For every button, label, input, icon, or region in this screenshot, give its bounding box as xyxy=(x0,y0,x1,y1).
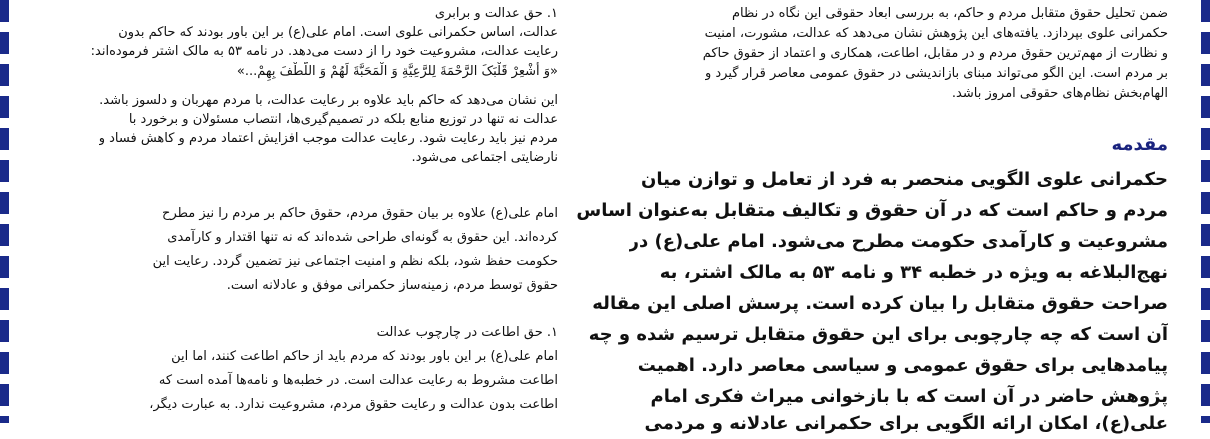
left-text-line: رعایت عدالت، مشروعیت خود را از دست می‌دهد. در نامه ۵۳ به مالک اشتر فرموده‌اند: xyxy=(90,44,558,59)
section-heading: مقدمه xyxy=(1111,134,1168,155)
left-text-line: مردم نیز باید رعایت شود. رعایت عدالت موجب افزایش اعتماد مردم و کاهش فساد و xyxy=(98,131,558,146)
intro-line: حکمرانی علوی الگویی منحصر به فرد از تعامل و توازن میان xyxy=(640,169,1168,190)
abstract-line: بر مردم است. این الگو می‌تواند مبنای بازاندیشی در حقوق عمومی معاصر قرار گیرد و xyxy=(704,66,1168,81)
intro-line: پژوهش حاضر در آن است که با بازخوانی میراث فکری امام xyxy=(650,386,1168,407)
left-text-line: اطاعت مشروط به رعایت عدالت است. در خطبه‌ها و نامه‌ها آمده است که xyxy=(158,373,558,388)
intro-line: علی(ع)، امکان ارائه الگویی برای حکمرانی عادلانه و مردمی xyxy=(644,413,1168,434)
left-text-line: ۱. حق اطاعت در چارچوب عدالت xyxy=(376,325,558,340)
left-text-line: «وَ أَشْعِرْ قَلْبَکَ الرَّحْمَةَ لِلرَّعِیَّةِ وَ الْمَحَبَّةَ لَهُمْ وَ اللُّطْفَ بِهِمْ...» xyxy=(236,64,558,79)
intro-line: نهج‌البلاغه به ویژه در خطبه ۳۴ و نامه ۵۳ به مالک اشتر، به xyxy=(659,262,1168,283)
left-text-line: کرده‌اند. این حقوق به گونه‌ای طراحی شده‌اند که نه تنها اقتدار و کارآمدی xyxy=(167,230,558,245)
abstract-line: حکمرانی علوی بپردازد. یافته‌های این پژوهش نشان می‌دهد که عدالت، مشورت، امنیت xyxy=(704,26,1168,41)
abstract-line: و نظارت از مهم‌ترین حقوق مردم و در مقابل، اطاعت، همکاری و اعتماد از حقوق حاکم xyxy=(702,46,1168,61)
intro-line: مردم و حاکم است که در آن حقوق و تکالیف متقابل به‌عنوان اساس xyxy=(576,200,1168,221)
left-text-line: این نشان می‌دهد که حاکم باید علاوه بر رعایت عدالت، با مردم مهربان و دلسوز باشد. xyxy=(99,93,558,108)
intro-line: صراحت حقوق متقابل را بیان کرده است. پرسش اصلی این مقاله xyxy=(592,293,1168,314)
left-text-line: ۱. حق عدالت و برابری xyxy=(434,6,558,21)
left-text-line: حقوق توسط مردم، زمینه‌ساز حکمرانی موفق و عادلانه است. xyxy=(226,278,558,293)
left-text-line: اطاعت بدون عدالت و رعایت حقوق مردم، مشروعیت ندارد. به عبارت دیگر، xyxy=(149,397,558,412)
right-border-stripe xyxy=(1201,0,1210,423)
left-text-line: امام علی(ع) بر این باور بودند که مردم باید از حاکم اطاعت کنند، اما این xyxy=(171,349,558,364)
right-column xyxy=(576,0,1168,434)
left-column xyxy=(30,0,558,423)
intro-line: آن است که چه چارچوبی برای این حقوق متقابل ترسیم شده و چه xyxy=(588,324,1168,345)
left-border-stripe xyxy=(0,0,9,423)
left-text-line: حکومت حفظ شود، بلکه نظم و امنیت اجتماعی نیز تضمین گردد. رعایت این xyxy=(152,254,558,269)
abstract-line: ضمن تحلیل حقوق متقابل مردم و حاکم، به بررسی ابعاد حقوقی این نگاه در نظام xyxy=(731,6,1168,21)
left-text-line: نارضایتی اجتماعی می‌شود. xyxy=(411,150,558,165)
abstract-line: الهام‌بخش نظام‌های حقوقی امروز باشد. xyxy=(951,86,1168,101)
left-text-line: امام علی(ع) علاوه بر بیان حقوق مردم، حقوق حاکم بر مردم را نیز مطرح xyxy=(162,206,558,221)
intro-line: مشروعیت و کارآمدی حکومت مطرح می‌شود. امام علی(ع) در xyxy=(628,231,1168,252)
left-text-line: عدالت نه تنها در توزیع منابع بلکه در تصمیم‌گیری‌ها، انتصاب مسئولان و برخورد با xyxy=(128,112,558,127)
left-text-line: عدالت، اساس حکمرانی علوی است. امام علی(ع) بر این باور بودند که حاکم بدون xyxy=(118,25,558,40)
intro-line: پیامدهایی برای حقوق عمومی و سیاسی معاصر دارد. اهمیت xyxy=(637,355,1168,376)
